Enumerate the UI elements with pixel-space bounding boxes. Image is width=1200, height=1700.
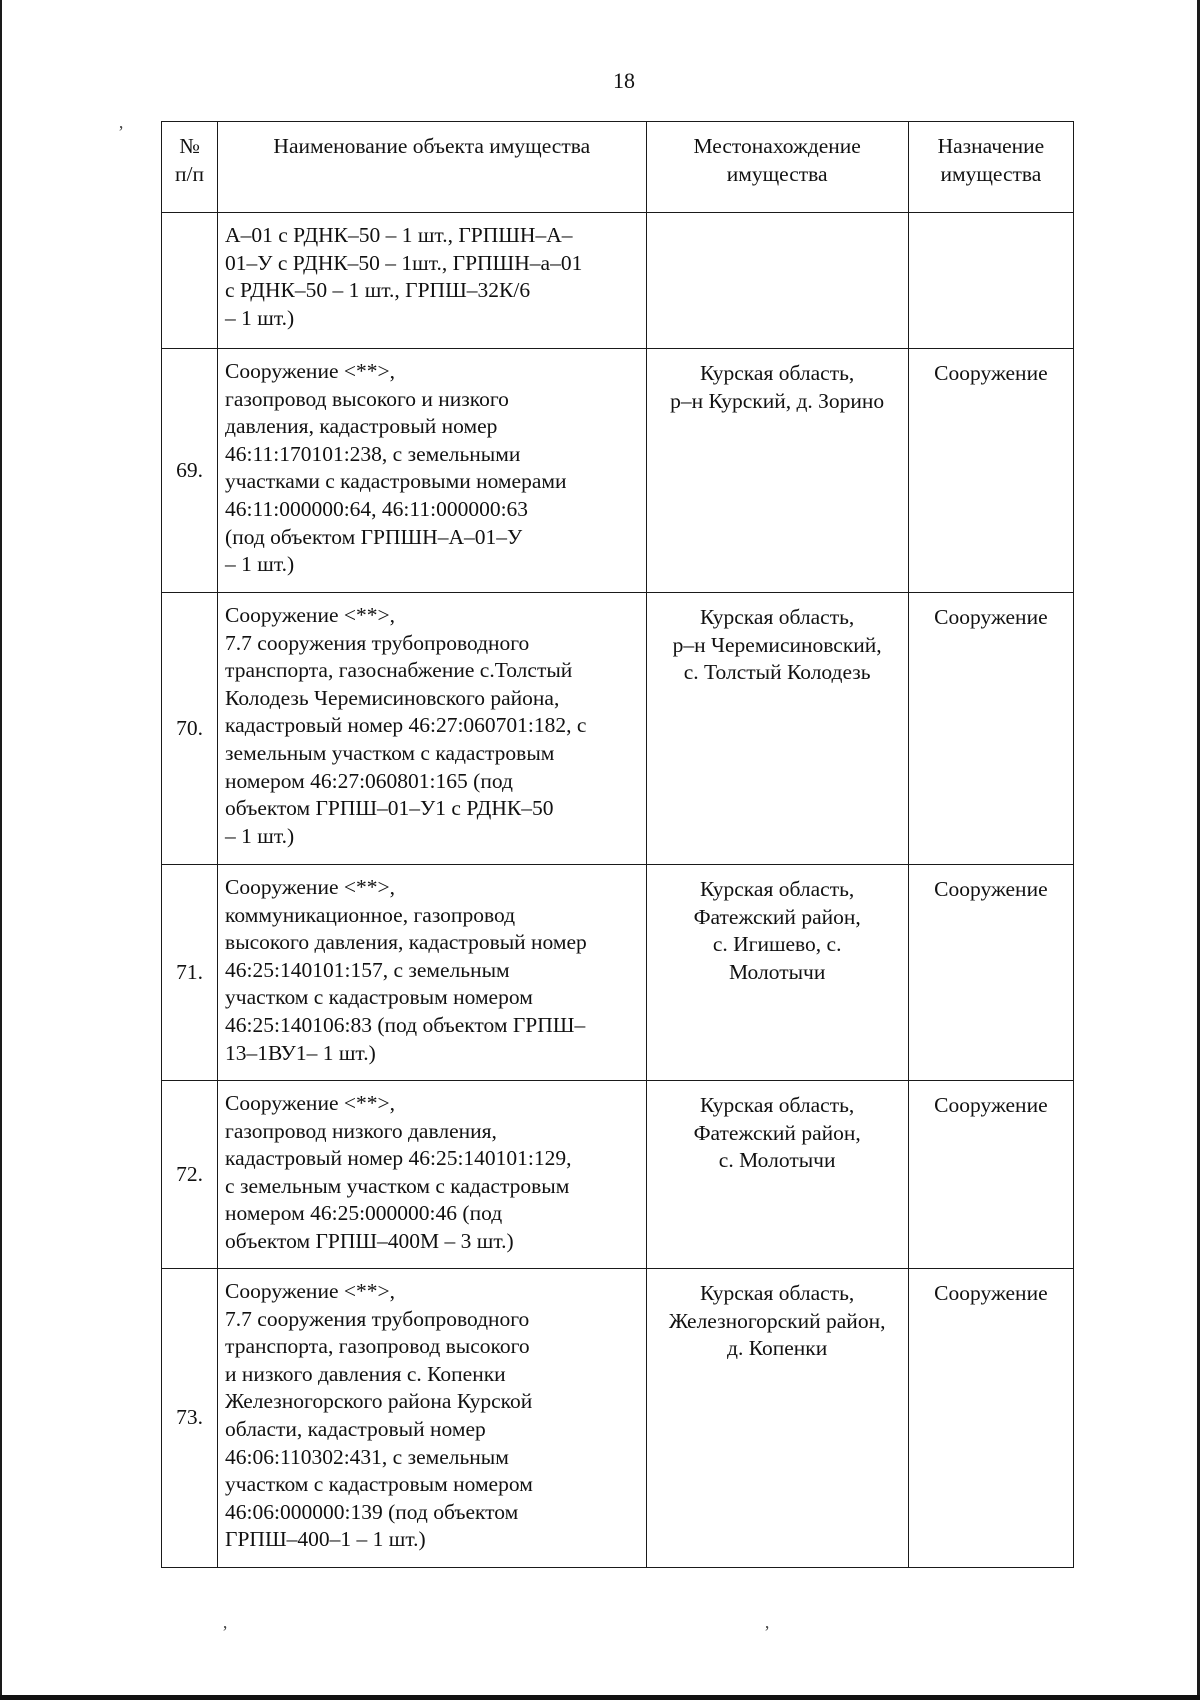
row-number: 71. [162,865,218,1081]
property-table [161,121,1074,1568]
object-name: Сооружение <**>, коммуникационное, газопровод высокого давления, кадастровый номер 46:25:140101:157, с земельным участком с кадастровым номером 46:25:140106:83 (под объектом ГРПШ– 13–1ВУ1– 1 шт.) [218,865,646,1081]
row-number: 69. [162,349,218,593]
table-row [162,593,1074,865]
object-location [646,213,908,349]
object-purpose: Сооружение [908,593,1073,865]
table-row [162,1269,1074,1568]
object-purpose: Сооружение [908,1269,1073,1568]
row-number: 72. [162,1081,218,1269]
object-name: А–01 с РДНК–50 – 1 шт., ГРПШН–А– 01–У с РДНК–50 – 1шт., ГРПШН–а–01 с РДНК–50 – 1 шт., ГРПШ–32К/6 – 1 шт.) [218,213,646,349]
object-location: Курская область, Фатежский район, с. Игишево, с. Молотычи [646,865,908,1081]
page-number: 18 [613,68,635,93]
object-name: Сооружение <**>, 7.7 сооружения трубопроводного транспорта, газопровод высокого и низкого давления с. Копенки Железногорского района Курской области, кадастровый номер 46:06:110302:431, с земельным участком с кадастровым номером 46:06:000000:139 (под объектом ГРПШ–400–1 – 1 шт.) [218,1269,646,1568]
object-purpose [908,213,1073,349]
header-name-label: Наименование объекта имущества [273,134,591,158]
object-name: Сооружение <**>, 7.7 сооружения трубопроводного транспорта, газоснабжение с.Толстый Колодезь Черемисиновского района, кадастровый номер 46:27:060701:182, с земельным участком с кадастровым номером 46:27:060801:165 (под объектом ГРПШ–01–У1 с РДНК–50 – 1 шт.) [218,593,646,865]
object-location: Курская область, Фатежский район, с. Молотычи [646,1081,908,1269]
table-row [162,213,1074,349]
object-purpose: Сооружение [908,1081,1073,1269]
header-num [162,122,218,213]
header-num-label: № п/п [175,134,205,186]
table-row [162,865,1074,1081]
row-number [162,213,218,349]
row-number: 73. [162,1269,218,1568]
scan-speck: ‚ [118,112,124,132]
object-location: Курская область, р–н Черемисиновский, с. Толстый Колодезь [646,593,908,865]
header-purpose-label: Назначение имущества [937,134,1045,186]
scan-bottom-edge [0,1695,1200,1700]
header-purpose [908,122,1073,213]
scan-left-edge [0,0,2,1700]
header-location-label: Местонахождение имущества [693,134,861,186]
scan-speck: ‚ [764,1612,770,1632]
table-row [162,1081,1074,1269]
header-name [218,122,646,213]
table-header-row [162,122,1074,213]
table-row [162,349,1074,593]
header-location [646,122,908,213]
object-location: Курская область, Железногорский район, д. Копенки [646,1269,908,1568]
scan-speck: ‚ [222,1612,228,1632]
row-number: 70. [162,593,218,865]
object-purpose: Сооружение [908,865,1073,1081]
object-purpose: Сооружение [908,349,1073,593]
object-name: Сооружение <**>, газопровод низкого давления, кадастровый номер 46:25:140101:129, с земельным участком с кадастровым номером 46:25:000000:46 (под объектом ГРПШ–400М – 3 шт.) [218,1081,646,1269]
object-location: Курская область, р–н Курский, д. Зорино [646,349,908,593]
object-name: Сооружение <**>, газопровод высокого и низкого давления, кадастровый номер 46:11:170101:238, с земельными участками с кадастровыми номерами 46:11:000000:64, 46:11:000000:63 (под объектом ГРПШН–А–01–У – 1 шт.) [218,349,646,593]
